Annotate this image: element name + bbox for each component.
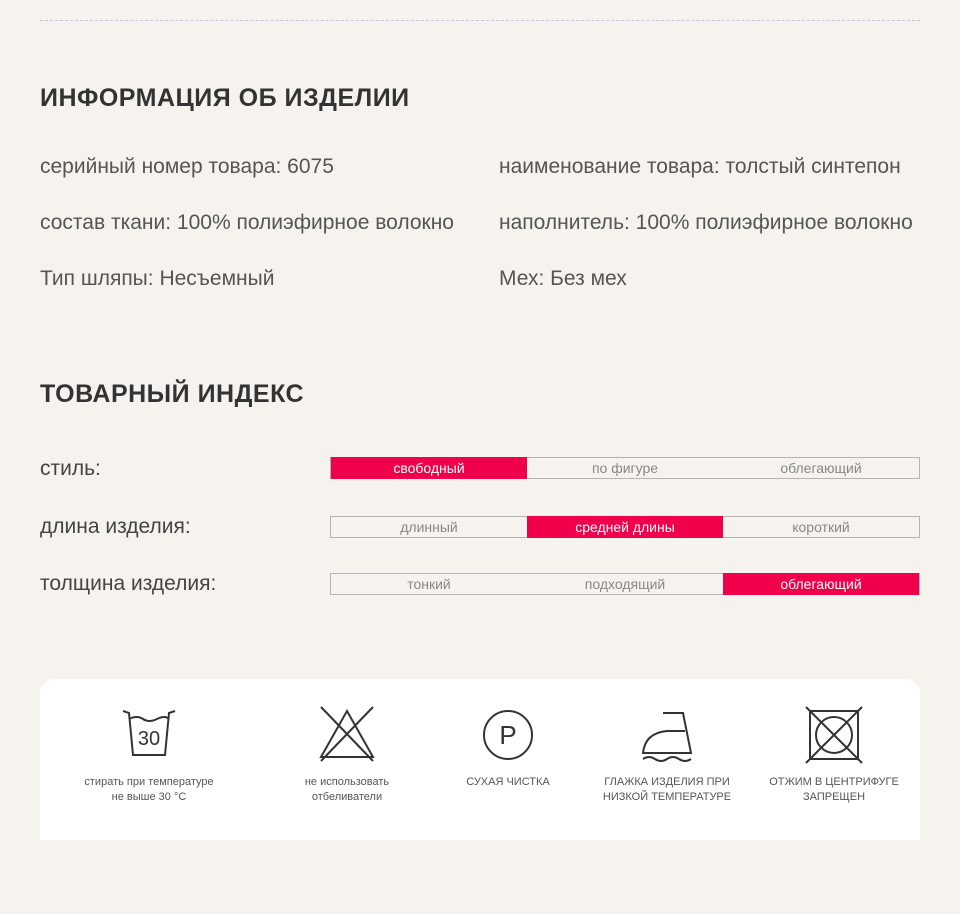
length-option-medium: средней длины bbox=[527, 516, 723, 538]
no-bleach-icon bbox=[317, 705, 377, 765]
hood-type: Тип шляпы: Несъемный bbox=[40, 267, 275, 290]
care-text-dry-clean: СУХАЯ ЧИСТКА bbox=[466, 776, 550, 788]
care-text-iron: ГЛАЖКА ИЗДЕЛИЯ ПРИ НИЗКОЙ ТЕМПЕРАТУРЕ bbox=[602, 776, 732, 803]
product-info-title: ИНФОРМАЦИЯ ОБ ИЗДЕЛИИ bbox=[40, 84, 410, 112]
care-item-no-spin bbox=[749, 679, 919, 840]
care-item-wash bbox=[64, 679, 234, 840]
low-iron-icon bbox=[637, 705, 697, 765]
care-text-no-bleach: не использовать отбеливатели bbox=[304, 776, 390, 803]
length-label: длина изделия: bbox=[40, 515, 191, 538]
care-item-no-bleach bbox=[262, 679, 432, 840]
care-item-dry-clean bbox=[423, 679, 593, 840]
no-tumble-dry-icon bbox=[804, 705, 864, 765]
length-option-long: длинный bbox=[400, 519, 458, 535]
length-scale bbox=[330, 516, 920, 538]
top-divider bbox=[40, 20, 920, 21]
style-scale bbox=[330, 457, 920, 479]
wash-30-icon bbox=[119, 705, 179, 765]
filler: наполнитель: 100% полиэфирное волокно bbox=[499, 211, 913, 234]
wash-temp-number: 30 bbox=[137, 728, 161, 750]
thickness-scale bbox=[330, 573, 920, 595]
thickness-option-suitable: подходящий bbox=[584, 576, 666, 592]
thickness-option-thin: тонкий bbox=[407, 576, 451, 592]
fur: Мех: Без мех bbox=[499, 267, 627, 290]
style-option-loose: свободный bbox=[331, 457, 527, 479]
thickness-option-thick: облегающий bbox=[723, 573, 919, 595]
style-option-fitted: по фигуре bbox=[591, 460, 659, 476]
style-label: стиль: bbox=[40, 457, 101, 480]
dry-clean-letter: P bbox=[499, 720, 517, 750]
style-option-tight: облегающий bbox=[780, 460, 862, 476]
thickness-label: толщина изделия: bbox=[40, 572, 217, 595]
fabric-composition: состав ткани: 100% полиэфирное волокно bbox=[40, 211, 454, 234]
care-item-iron bbox=[582, 679, 752, 840]
serial-number: серийный номер товара: 6075 bbox=[40, 155, 334, 178]
dry-clean-icon bbox=[478, 705, 538, 765]
product-name: наименование товара: толстый синтепон bbox=[499, 155, 901, 178]
care-text-no-spin: ОТЖИМ В ЦЕНТРИФУГЕ ЗАПРЕЩЕН bbox=[769, 776, 899, 803]
product-index-title: ТОВАРНЫЙ ИНДЕКС bbox=[40, 380, 305, 408]
care-instructions-panel bbox=[40, 679, 920, 840]
length-option-short: короткий bbox=[792, 519, 850, 535]
care-text-wash: стирать при температуре не выше 30 °C bbox=[84, 776, 214, 803]
